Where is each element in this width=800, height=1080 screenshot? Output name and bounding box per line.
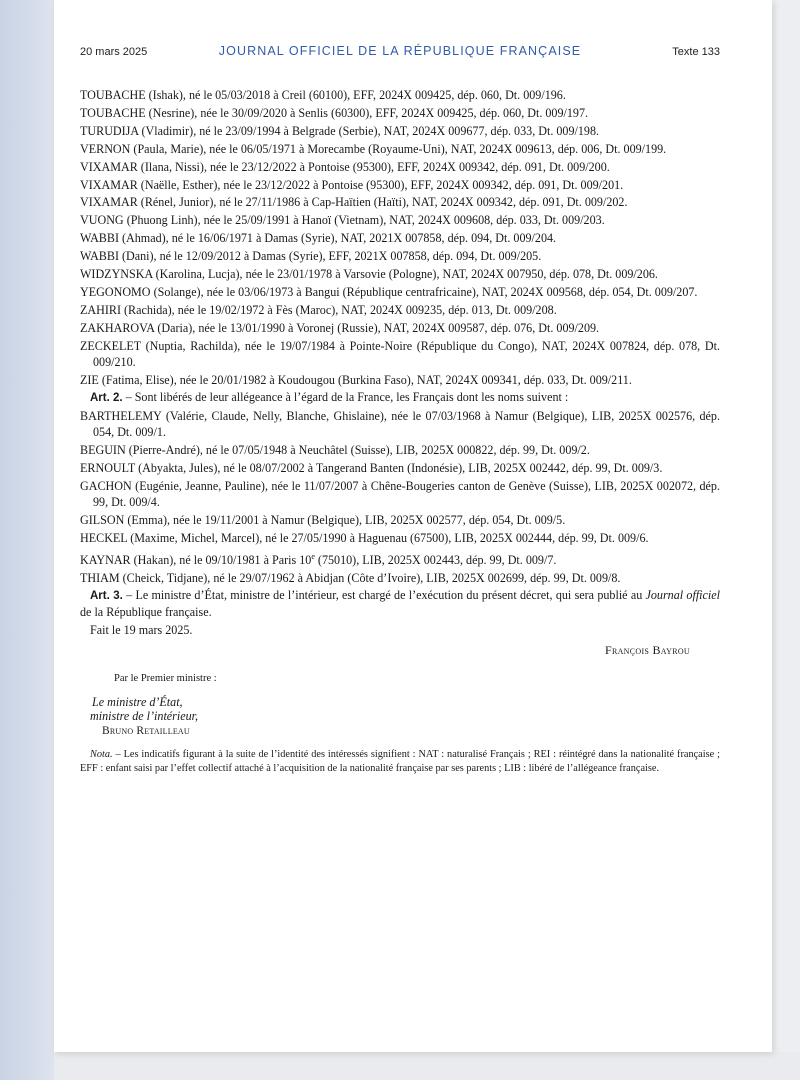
text-number: Texte 133 xyxy=(672,46,720,58)
list-item: YEGONOMO (Solange), née le 03/06/1973 à Bangui (République centrafricaine), NAT, 2024X 009568, dép. 054, Dt. 009/207. xyxy=(80,284,698,299)
journal-title: JOURNAL OFFICIEL DE LA RÉPUBLIQUE FRANÇAISE xyxy=(218,44,582,58)
list-item: WIDZYNSKA (Karolina, Lucja), née le 23/01/1978 à Varsovie (Pologne), NAT, 2024X 007950, dép. 078, Dt. 009/206. xyxy=(80,267,658,282)
list-item: VERNON (Paula, Marie), née le 06/05/1971 à Morecambe (Royaume-Uni), NAT, 2024X 009613, dép. 006, Dt. 009/199. xyxy=(80,141,667,156)
article-2-text: – Sont libérés de leur allégeance à l’égard de la France, les Français dont les noms suivent : xyxy=(122,390,569,405)
entry-list-before xyxy=(80,88,720,388)
list-item: BARTHELEMY (Valérie, Claude, Nelly, Blanche, Ghislaine), née le 07/03/1968 à Namur (Belgique), LIB, 2025X 002576, dép. 054, Dt. 009/1. xyxy=(80,409,720,440)
nota-text: – Les indicatifs figurant à la suite de l’identité des intéressés signifient : NAT : naturalisé Français ; REI : réintégré dans la nationalité française ; EFF : enfant saisi par l’effet collectif attaché à l’acquisition de la nationalité française par ses parents ; LIB : libéré de l’allégeance française. xyxy=(80,749,720,775)
left-background-band xyxy=(0,0,54,1080)
document-body xyxy=(80,88,720,776)
article-3-text-a: – Le ministre d’État, ministre de l’intérieur, est chargé de l’exécution du présent décret, qui sera publié au xyxy=(122,588,646,603)
kaynar-superscript: e xyxy=(311,551,315,561)
minister-signature-block xyxy=(90,695,720,739)
list-item: ZECKELET (Nuptia, Rachilda), née le 19/07/1984 à Pointe-Noire (République du Congo), NAT, 2024X 007824, dép. 078, Dt. 009/210. xyxy=(80,338,720,369)
list-item: VIXAMAR (Rénel, Junior), né le 27/11/1986 à Cap-Haïtien (Haïti), NAT, 2024X 009342, dép. 091, Dt. 009/202. xyxy=(80,195,628,210)
article-3 xyxy=(80,588,720,621)
list-item: ERNOULT (Abyakta, Jules), né le 08/07/2002 à Tangerand Banten (Indonésie), LIB, 2025X 002442, dép. 99, Dt. 009/3. xyxy=(80,461,663,476)
list-item: GACHON (Eugénie, Jeanne, Pauline), née le 11/07/2007 à Chêne-Bougeries canton de Genève (Suisse), LIB, 2025X 002072, dép. 99, Dt. 009/4. xyxy=(80,478,720,509)
article-3-label: Art. 3. xyxy=(90,590,123,603)
article-3-text-b: de la République française. xyxy=(80,605,212,620)
list-item: ZAHIRI (Rachida), née le 19/02/1972 à Fès (Maroc), NAT, 2024X 009235, dép. 013, Dt. 009/208. xyxy=(80,302,557,317)
article-2-label: Art. 2. xyxy=(90,392,123,405)
list-item: VIXAMAR (Ilana, Nissi), née le 23/12/2022 à Pontoise (95300), EFF, 2024X 009342, dép. 091, Dt. 009/200. xyxy=(80,159,610,174)
bottom-background-band xyxy=(54,1052,800,1080)
kaynar-text-b: (75010), LIB, 2025X 002443, dép. 99, Dt. 009/7. xyxy=(314,552,557,567)
list-item: GILSON (Emma), née le 19/11/2001 à Namur (Belgique), LIB, 2025X 002577, dép. 054, Dt. 009/5. xyxy=(80,512,566,527)
list-item: WABBI (Dani), né le 12/09/2012 à Damas (Syrie), EFF, 2021X 007858, dép. 094, Dt. 009/205. xyxy=(80,249,542,264)
list-item: VUONG (Phuong Linh), née le 25/09/1991 à Hanoï (Vietnam), NAT, 2024X 009608, dép. 033, Dt. 009/203. xyxy=(80,213,605,228)
par-le-premier-ministre: Par le Premier ministre : xyxy=(114,673,217,685)
list-item: TURUDIJA (Vladimir), né le 23/09/1994 à Belgrade (Serbie), NAT, 2024X 009677, dép. 033, Dt. 009/198. xyxy=(80,123,600,138)
right-background-band xyxy=(772,0,800,1080)
list-item: WABBI (Ahmad), né le 16/06/1971 à Damas (Syrie), NAT, 2021X 007858, dép. 094, Dt. 009/204. xyxy=(80,231,557,246)
list-item xyxy=(80,549,720,569)
list-item: VIXAMAR (Naëlle, Esther), née le 23/12/2022 à Pontoise (95300), EFF, 2024X 009342, dép. 091, Dt. 009/201. xyxy=(80,177,624,192)
list-item: ZAKHAROVA (Daria), née le 13/01/1990 à Voronej (Russie), NAT, 2024X 009587, dép. 076, Dt. 009/209. xyxy=(80,320,600,335)
page-header xyxy=(80,44,720,62)
signer-name: François Bayrou xyxy=(604,643,690,658)
kaynar-text-a: KAYNAR (Hakan), né le 09/10/1981 à Paris 10 xyxy=(80,552,312,567)
minister-title-line-1: Le ministre d’État, xyxy=(92,694,183,709)
journal-officiel-italic: Journal officiel xyxy=(645,588,720,603)
signature-date: Fait le 19 mars 2025. xyxy=(90,623,193,638)
list-item: TOUBACHE (Ishak), né le 05/03/2018 à Creil (60100), EFF, 2024X 009425, dép. 060, Dt. 009/196. xyxy=(80,88,566,102)
nota-footnote xyxy=(80,748,720,775)
article-2 xyxy=(80,390,720,407)
list-item: ZIE (Fatima, Elise), née le 20/01/1982 à Koudougou (Burkina Faso), NAT, 2024X 009341, dép. 033, Dt. 009/211. xyxy=(80,372,632,387)
header-date: 20 mars 2025 xyxy=(80,46,148,58)
entry-list-after xyxy=(80,409,720,586)
minister-name: Bruno Retailleau xyxy=(102,724,190,737)
minister-title-line-2: ministre de l’intérieur, xyxy=(90,709,199,724)
list-item: BEGUIN (Pierre-André), né le 07/05/1948 à Neuchâtel (Suisse), LIB, 2025X 000822, dép. 99, Dt. 009/2. xyxy=(80,443,590,458)
list-item: HECKEL (Maxime, Michel, Marcel), né le 27/05/1990 à Haguenau (67500), LIB, 2025X 002444, dép. 99, Dt. 009/6. xyxy=(80,530,649,545)
list-item: TOUBACHE (Nesrine), née le 30/09/2020 à Senlis (60300), EFF, 2024X 009425, dép. 060, Dt. 009/197. xyxy=(80,105,589,120)
nota-label: Nota. xyxy=(90,749,113,761)
list-item: THIAM (Cheick, Tidjane), né le 29/07/1962 à Abidjan (Côte d’Ivoire), LIB, 2025X 002699, dép. 99, Dt. 009/8. xyxy=(80,570,621,585)
